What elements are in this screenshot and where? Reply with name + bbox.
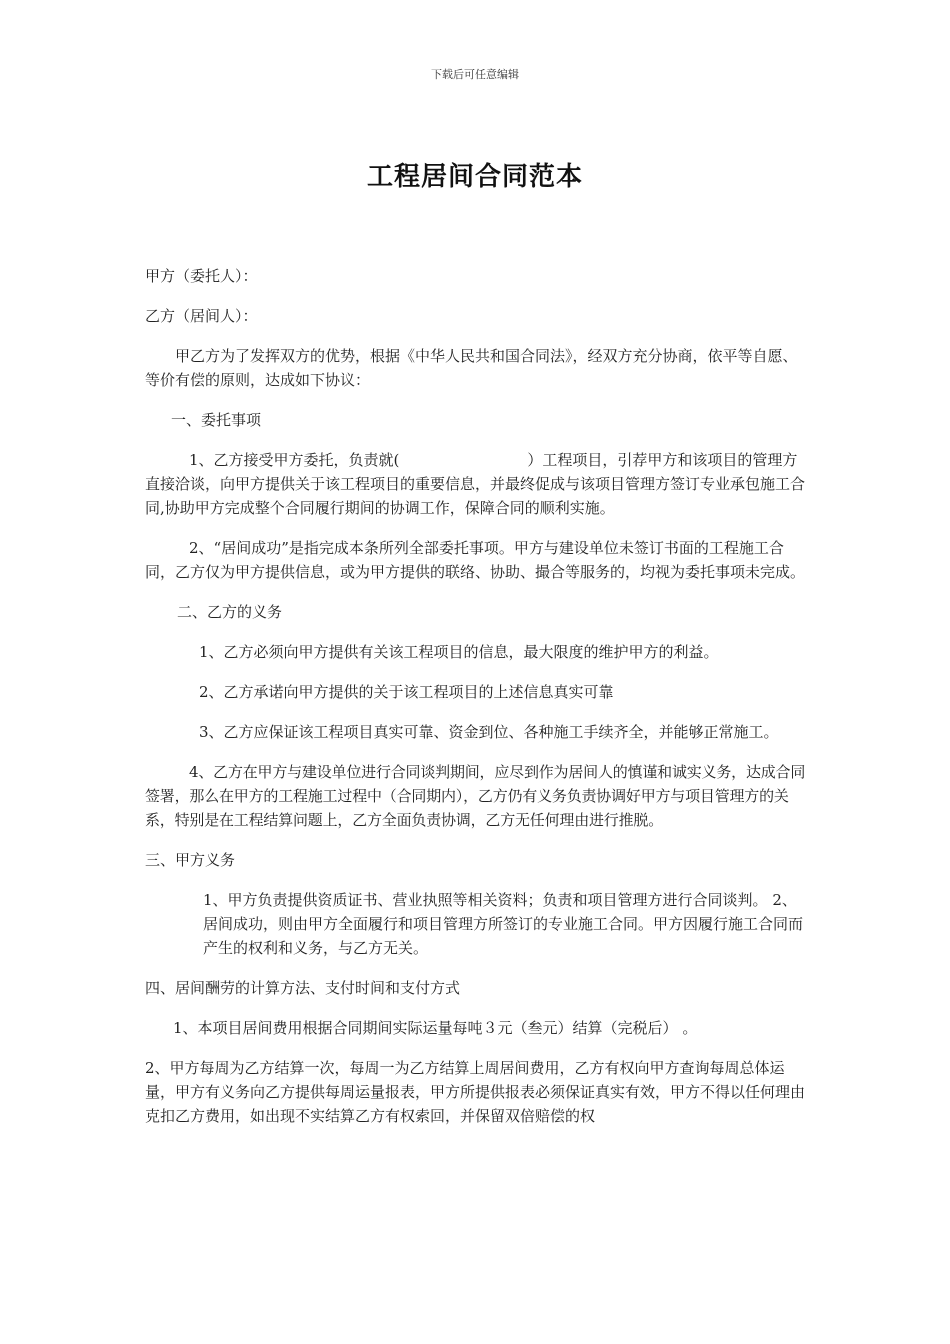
party-a-line: 甲方（委托人）： — [145, 267, 258, 285]
section-4-item-1: 1、本项目居间费用根据合同期间实际运量每吨３元（叁元）结算（完税后） 。 — [173, 1019, 698, 1037]
section-1-item-1 — [145, 448, 810, 520]
section-2-item-2: 2、乙方承诺向甲方提供的关于该工程项目的上述信息真实可靠 — [199, 683, 614, 701]
header-note: 下载后可任意编辑 — [431, 68, 519, 81]
section-2-item-4: 4、乙方在甲方与建设单位进行合同谈判期间，应尽到作为居间人的慎谨和诚实义务，达成合同签署，那么在甲方的工程施工过程中（合同期内），乙方仍有义务负责协调好甲方与项目管理方的关系，特别是在工程结算问题上，乙方全面负责协调，乙方无任何理由进行推脱。 — [145, 763, 806, 829]
section-3-heading: 三、甲方义务 — [145, 851, 236, 869]
section-2-item-1: 1、乙方必须向甲方提供有关该工程项目的信息，最大限度的维护甲方的利益。 — [199, 643, 719, 661]
section-4-heading: 四、居间酬劳的计算方法、支付时间和支付方式 — [145, 979, 461, 997]
section-4-item-2: 2、甲方每周为乙方结算一次，每周一为乙方结算上周居间费用，乙方有权向甲方查询每周总体运量，甲方有义务向乙方提供每周运量报表，甲方所提供报表必须保证真实有效，甲方不得以任何理由克扣乙方费用，如出现不实结算乙方有权索回，并保留双倍赔偿的权 — [145, 1059, 806, 1125]
section-2-heading: 二、乙方的义务 — [177, 603, 283, 621]
section-1-heading: 一、委托事项 — [171, 411, 262, 429]
document-title: 工程居间合同范本 — [366, 162, 583, 192]
section-1-item-1-rest: ）工程项目，引荐甲方和该项目的管理方直接洽谈，向甲方提供关于该工程项目的重要信息，并最终促成与该项目管理方签订专业承包施工合同,协助甲方完成整个合同履行期间的协调工作，保障合同的顺利实施。 — [145, 451, 806, 517]
section-1-item-1-lead: 1、乙方接受甲方委托，负责就( — [189, 451, 400, 469]
section-2-item-3: 3、乙方应保证该工程项目真实可靠、资金到位、各种施工手续齐全，并能够正常施工。 — [199, 723, 779, 741]
section-1-item-2: 2、“居间成功”是指完成本条所列全部委托事项。甲方与建设单位未签订书面的工程施工合同，乙方仅为甲方提供信息，或为甲方提供的联络、协助、撮合等服务的，均视为委托事项未完成。 — [145, 539, 806, 581]
section-3-items: 1、甲方负责提供资质证书、营业执照等相关资料；负责和项目管理方进行合同谈判。 2、居间成功，则由甲方全面履行和项目管理方所签订的专业施工合同。甲方因履行施工合同而产生的权利和义务，与乙方无关。 — [203, 891, 804, 957]
intro-paragraph: 甲乙方为了发挥双方的优势，根据《中华人民共和国合同法》，经双方充分协商，依平等自愿、等价有偿的原则，达成如下协议： — [145, 347, 798, 389]
party-b-line: 乙方（居间人）： — [145, 307, 258, 325]
document-body — [145, 264, 810, 1128]
